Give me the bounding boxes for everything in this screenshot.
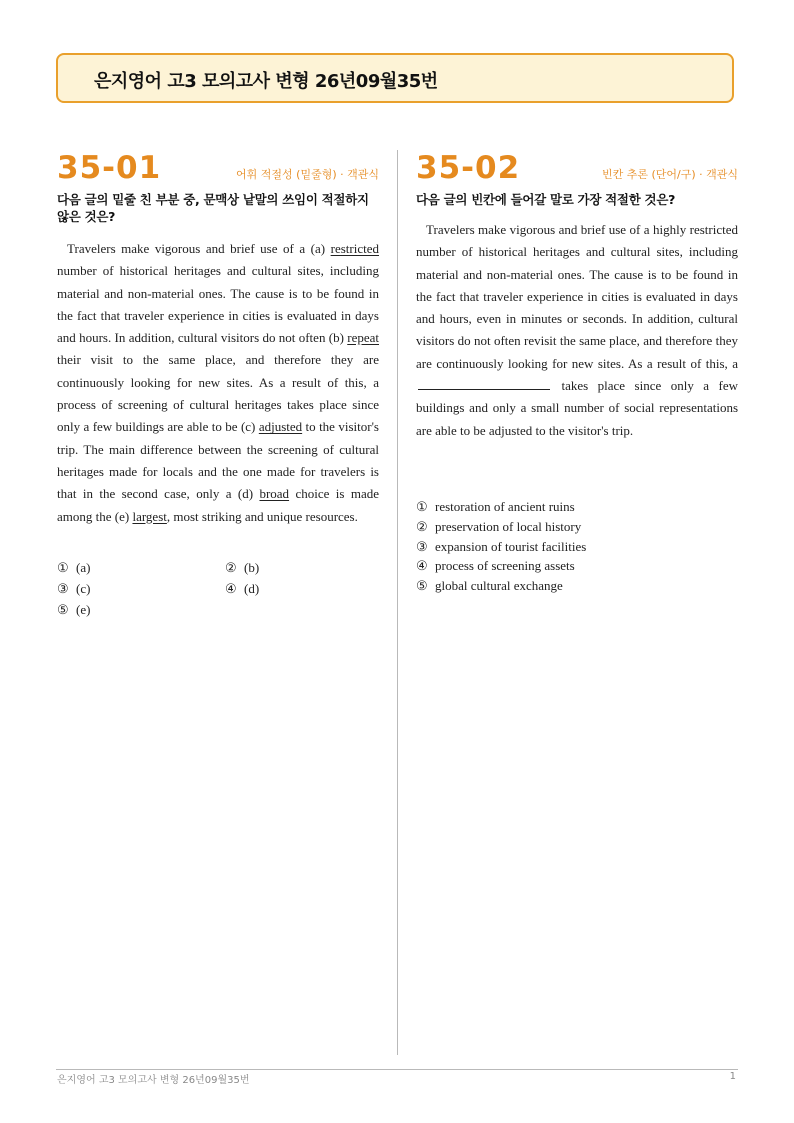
choice-1[interactable] [57, 560, 90, 576]
choice-5[interactable] [57, 602, 90, 618]
passage-text: takes place since only a few buildings and only a small number of social representations are able to be adjusted to the visitor's trip. [416, 378, 738, 438]
choice-text: (a) [76, 560, 91, 575]
question-type-label: 빈칸 추론 (단어/구) · 객관식 [601, 168, 738, 181]
choice-number: ② [225, 560, 237, 575]
passage-text: Travelers make vigorous and brief use of a (a) [67, 241, 331, 256]
choice-text: (c) [76, 581, 91, 596]
choice-text: global cultural exchange [435, 578, 563, 594]
choice-text: expansion of tourist facilities [435, 538, 587, 554]
page-number: 1 [729, 1071, 736, 1082]
passage-text: to the visitor's trip. The main difference between the screening of cultural heritages made for locals and the one made for travelers is that in the second case, only a (d) [57, 419, 379, 502]
choice-number: ② [416, 518, 428, 534]
column-divider [397, 150, 398, 1055]
underlined-word-b: repeat [347, 330, 379, 346]
choice-text: (e) [76, 602, 91, 617]
choice-number: ④ [225, 581, 237, 596]
passage-text: their visit to the same place, and therefore they are continuously looking for new sites. As a result of this, a process of screening of cultural heritages takes place since only a few buildings are able to be (c) [57, 352, 379, 435]
choice-text: (d) [244, 581, 260, 596]
footer-divider [56, 1069, 738, 1070]
passage-text: Travelers make vigorous and brief use of a highly restricted number of historical heritages and cultural sites, including material and non-material ones. The cause is to be found in the fact that traveler experience in cities is evaluated in days and hours, even in minutes or seconds. In addition, cultural visitors do not often revisit the same place, and therefore they are continuously looking for new sites. As a result of this, a [416, 222, 738, 371]
question-type-label: 어휘 적절성 (밑줄형) · 객관식 [236, 168, 379, 181]
question-instruction: 다음 글의 빈칸에 들어갈 말로 가장 적절한 것은? [416, 192, 676, 207]
question-number: 35-01 [57, 150, 162, 186]
underlined-word-e: largest [132, 508, 167, 524]
choice-4[interactable] [416, 558, 738, 578]
answer-choices [416, 499, 738, 598]
passage-text: , most striking and unique resources. [166, 508, 358, 524]
question-number: 35-02 [416, 150, 521, 186]
document-title: 은지영어 고3 모의고사 변형 26년09월35번 [94, 71, 438, 92]
choice-1[interactable] [416, 499, 738, 519]
choice-text: (b) [244, 560, 260, 575]
choice-number: ③ [416, 538, 428, 554]
choice-text: process of screening assets [435, 558, 575, 574]
passage-text: choice is made among the (e) [57, 486, 380, 524]
choice-5[interactable] [416, 578, 738, 598]
choice-2[interactable] [225, 560, 259, 576]
title-banner [56, 53, 734, 103]
choice-number: ① [416, 499, 428, 514]
choice-3[interactable] [57, 581, 90, 597]
reading-passage [416, 219, 738, 442]
choice-number: ④ [416, 558, 428, 574]
passage-text: number of historical heritages and cultural sites, including material and non-material ones. The cause is to be found in the fact that traveler experience in cities is evaluated in days and hours. In addition, cultural visitors do not often (b) [57, 263, 379, 346]
choice-text: restoration of ancient ruins [435, 499, 575, 514]
choice-2[interactable] [416, 519, 738, 539]
answer-blank [418, 376, 550, 390]
underlined-word-a: restricted [330, 241, 379, 256]
choice-number: ⑤ [416, 578, 428, 594]
footer-title: 은지영어 고3 모의고사 변형 26년09월35번 [57, 1075, 250, 1086]
reading-passage [57, 238, 379, 528]
choice-text: preservation of local history [435, 518, 582, 534]
choice-3[interactable] [416, 539, 738, 559]
choice-number: ③ [57, 581, 69, 596]
choice-4[interactable] [225, 581, 259, 597]
underlined-word-d: broad [259, 486, 290, 502]
choice-number: ⑤ [57, 602, 69, 617]
underlined-word-c: adjusted [258, 419, 303, 435]
question-instruction: 다음 글의 밑줄 친 부분 중, 문맥상 낱말의 쓰임이 적절하지 않은 것은? [57, 192, 369, 224]
choice-number: ① [57, 560, 69, 575]
